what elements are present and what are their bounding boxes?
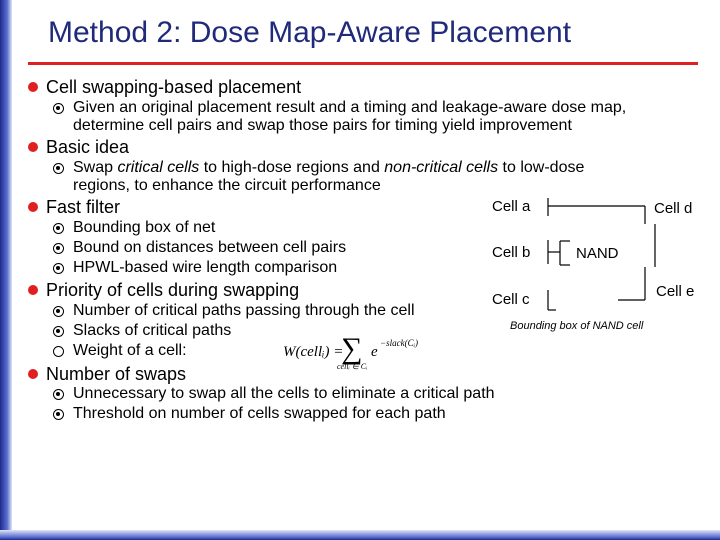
emphasis-critical-cells: critical cells <box>117 159 200 176</box>
exponent: −slack(Cᵢ) <box>380 338 418 348</box>
red-dot-bullet-icon <box>28 369 38 379</box>
circled-dot-bullet-icon <box>53 163 64 174</box>
title-underline <box>28 62 698 65</box>
circled-dot-bullet-icon <box>53 263 64 274</box>
summation-symbol: ∑ <box>341 332 363 365</box>
sub-bullet <box>73 99 713 135</box>
exponent-base: e <box>371 344 378 360</box>
circled-dot-bullet-icon <box>53 243 64 254</box>
red-dot-bullet-icon <box>28 285 38 295</box>
sub-bullet-text: Bound on distances between cell pairs <box>73 239 347 256</box>
sub-bullet-line: determine cell pairs and swap those pairs for timing yield improvement <box>73 117 572 134</box>
sub-bullet <box>73 159 713 195</box>
bullet-fast-filter <box>46 197 120 217</box>
sub-bullet-text: HPWL-based wire length comparison <box>73 259 338 276</box>
sub-bullet-line: regions, to enhance the circuit performance <box>73 177 381 194</box>
sub-bullet-text: Bounding box of net <box>73 219 216 236</box>
sub-bullet <box>73 342 187 360</box>
circled-dot-bullet-icon <box>53 306 64 317</box>
sub-bullet-text: Unnecessary to swap all the cells to eliminate a critical path <box>73 385 495 402</box>
bullet-text: Priority of cells during swapping <box>46 280 300 300</box>
sub-bullet <box>73 239 346 257</box>
sub-bullet-text: Swap <box>73 159 118 176</box>
sub-bullet <box>73 405 446 423</box>
circled-dot-bullet-icon <box>53 389 64 400</box>
sub-bullet-line: Given an original placement result and a timing and leakage-aware dose map, <box>73 99 627 116</box>
left-frame-bar <box>0 0 12 540</box>
sub-bullet-text: Number of critical paths passing through the cell <box>73 302 415 319</box>
emphasis-non-critical-cells: non-critical cells <box>384 159 499 176</box>
sub-bullet <box>73 219 215 237</box>
formula-lhs: W(cellᵢ) = <box>283 344 344 360</box>
cell-b-label: Cell b <box>492 244 531 261</box>
circled-dot-bullet-icon <box>53 409 64 420</box>
bullet-priority-of-cells <box>46 280 299 300</box>
bullet-text: Fast filter <box>46 197 121 217</box>
circled-dot-bullet-icon <box>53 326 64 337</box>
red-dot-bullet-icon <box>28 202 38 212</box>
sub-bullet-text: Threshold on number of cells swapped for each path <box>73 405 446 422</box>
nand-gate-label: NAND <box>576 245 619 262</box>
cell-c-label: Cell c <box>492 291 530 308</box>
hollow-circle-bullet-icon <box>53 346 64 357</box>
slide-title: Method 2: Dose Map-Aware Placement <box>48 16 572 49</box>
cell-weight-formula <box>283 332 453 372</box>
diagram-caption: Bounding box of NAND cell <box>510 320 644 332</box>
bottom-frame-bar <box>0 530 720 540</box>
sub-bullet <box>73 259 337 277</box>
sub-bullet-text: to high-dose regions and <box>199 159 385 176</box>
sub-bullet-text: to low-dose <box>498 159 585 176</box>
red-dot-bullet-icon <box>28 82 38 92</box>
bullet-cell-swapping <box>46 77 301 97</box>
sub-bullet-text: Weight of a cell: <box>73 342 187 359</box>
bullet-text: Basic idea <box>46 137 130 157</box>
bullet-text: Cell swapping-based placement <box>46 77 302 97</box>
bullet-text: Number of swaps <box>46 364 187 384</box>
cell-e-label: Cell e <box>656 283 695 300</box>
sub-bullet <box>73 302 415 320</box>
sub-bullet <box>73 322 231 340</box>
cell-a-label: Cell a <box>492 198 531 215</box>
sub-bullet <box>73 385 495 403</box>
circled-dot-bullet-icon <box>53 223 64 234</box>
red-dot-bullet-icon <box>28 142 38 152</box>
cell-d-label: Cell d <box>654 200 693 217</box>
bullet-number-of-swaps <box>46 364 186 384</box>
circled-dot-bullet-icon <box>53 103 64 114</box>
bullet-basic-idea <box>46 137 129 157</box>
sub-bullet-text: Slacks of critical paths <box>73 322 232 339</box>
summation-index: cellᵢ ∈ Cᵢ <box>337 362 368 371</box>
